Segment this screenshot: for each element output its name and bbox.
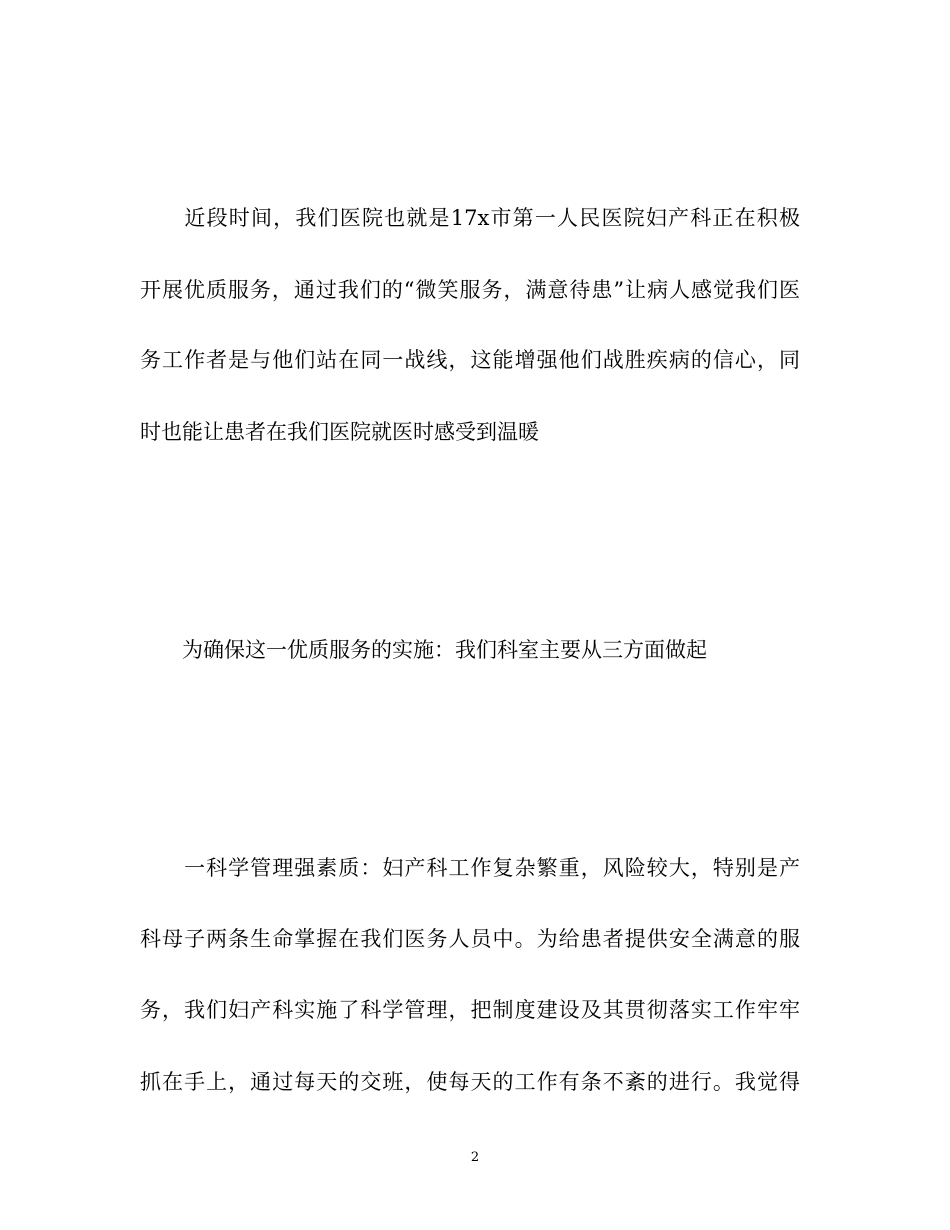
paragraph-line: 科母子两条生命掌握在我们医务人员中。为给患者提供安全满意的服 (140, 927, 800, 951)
paragraph-line: 一科学管理强素质：妇产科工作复杂繁重，风险较大，特别是产 (140, 856, 800, 880)
paragraph-line: 务工作者是与他们站在同一战线，这能增强他们战胜疾病的信心，同 (140, 348, 800, 372)
paragraph-line: 时也能让患者在我们医院就医时感受到温暖 (140, 420, 539, 444)
page-number: 2 (470, 1150, 480, 1165)
paragraph-line: 为确保这一优质服务的实施：我们科室主要从三方面做起 (140, 638, 707, 662)
paragraph-line: 开展优质服务，通过我们的“微笑服务，满意待患”让病人感觉我们医 (140, 278, 800, 302)
paragraph-line: 务，我们妇产科实施了科学管理，把制度建设及其贯彻落实工作牢牢 (140, 998, 800, 1022)
paragraph-line: 近段时间，我们医院也就是17x市第一人民医院妇产科正在积极 (140, 206, 800, 230)
paragraph-line: 抓在手上，通过每天的交班，使每天的工作有条不紊的进行。我觉得 (140, 1070, 800, 1094)
